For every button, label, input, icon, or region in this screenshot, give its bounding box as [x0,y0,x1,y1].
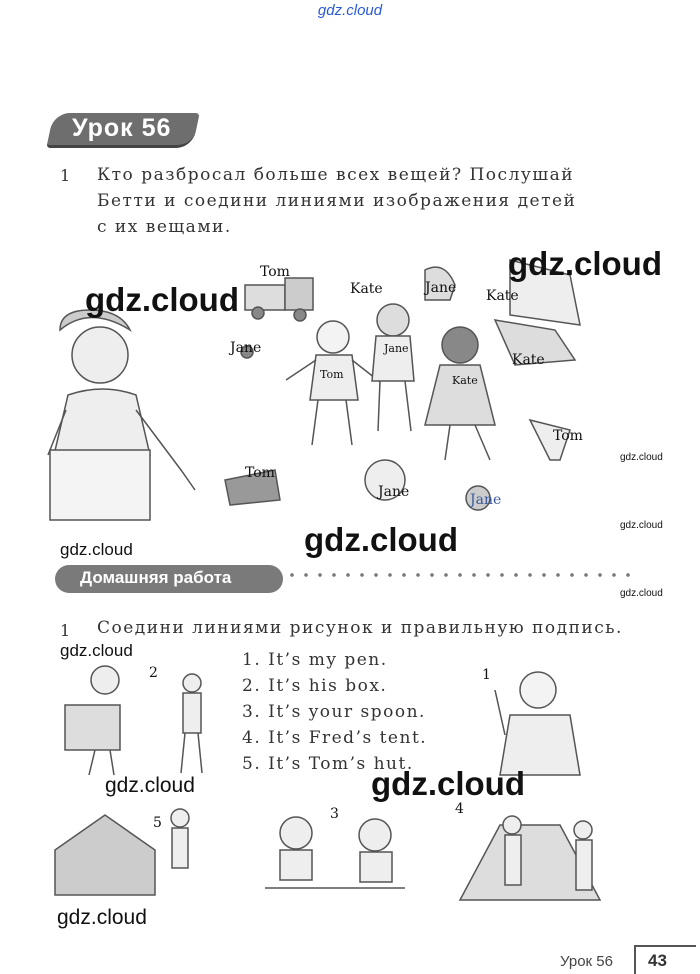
label-jane-bag: Jane [425,280,457,296]
hw-option-5: 5. It’s Tom’s hut. [242,754,414,774]
picture-number-5: 5 [153,815,162,831]
watermark: gdz.cloud [508,245,662,282]
page-number: 43 [648,951,667,970]
label-jane-ball-2: Jane [470,492,502,508]
hw-task-number: 1 [60,621,71,640]
lesson-title: Урок 56 [72,114,172,142]
shirt-label-jane: Jane [384,342,409,355]
watermark: gdz.cloud [57,906,147,929]
label-tom-truck: Tom [260,264,290,280]
label-tom-sock: Tom [553,428,583,444]
hw-instruction: Соедини линиями рисунок и правильную подпись. [97,618,623,638]
task1-number: 1 [60,166,71,185]
tom-figure [286,321,380,445]
picture-number-4: 4 [455,801,464,817]
task1-line-3: с их вещами. [97,217,232,237]
shirt-label-tom: Tom [320,368,344,381]
hw-picture-2 [65,666,202,775]
task1-line-2: Бетти и соедини линиями изображения детей [97,191,577,211]
picture-number-1: 1 [482,667,491,683]
watermark: gdz.cloud [371,765,525,802]
watermark: gdz.cloud [304,521,458,558]
label-kate-3: Kate [512,352,545,368]
label-tom-cap: Tom [245,465,275,481]
label-kate-2: Kate [486,288,519,304]
hw-picture-5 [55,809,189,895]
watermark: gdz.cloud [60,540,133,559]
label-kate-1: Kate [350,281,383,297]
hw-picture-1 [495,672,580,775]
homework-title: Домашняя работа [80,568,232,587]
shirt-label-kate: Kate [452,374,478,387]
hw-option-3: 3. It’s your spoon. [242,702,426,722]
hw-option-2: 2. It’s his box. [242,676,388,696]
kate-figure [425,327,495,460]
picture-number-3: 3 [330,806,339,822]
picture-number-2: 2 [149,665,158,681]
truck-icon [245,278,313,321]
label-jane-bear: Jane [378,484,410,500]
hw-option-4: 4. It’s Fred’s tent. [242,728,428,748]
jane-figure [372,304,414,431]
task1-line-1: Кто разбросал больше всех вещей? Послушай [97,165,575,185]
watermark: gdz.cloud [620,452,663,463]
hw-option-1: 1. It’s my pen. [242,650,388,670]
betty-figure [48,310,195,520]
watermark: gdz.cloud [85,281,239,318]
watermark: gdz.cloud [105,774,195,797]
hw-picture-3 [265,817,405,888]
footer-lesson: Урок 56 [560,953,613,970]
watermark: gdz.cloud [60,641,133,660]
watermark: gdz.cloud [620,588,663,599]
label-jane-ball: Jane [230,340,262,356]
hw-picture-4 [460,816,600,900]
watermark: gdz.cloud [620,520,663,531]
watermark-top: gdz.cloud [317,2,383,19]
dotted-divider [285,570,630,580]
